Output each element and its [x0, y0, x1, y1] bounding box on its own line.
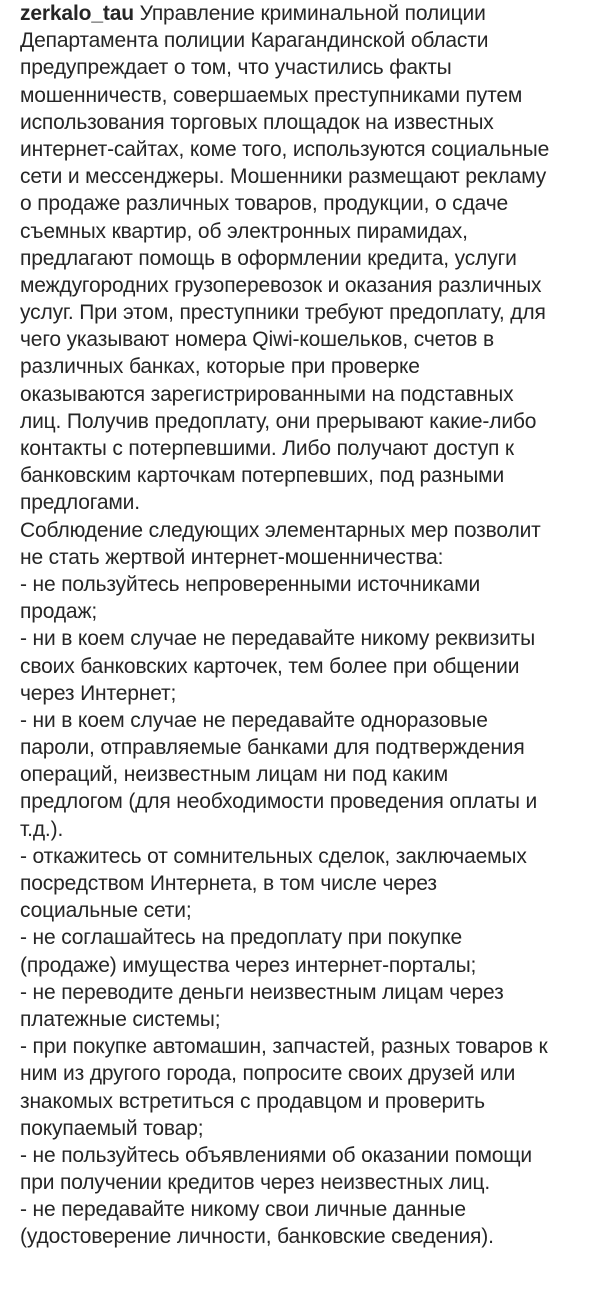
caption-line: - откажитесь от сомнительных сделок, заключаемых	[20, 844, 527, 868]
caption-line: (продаже) имущества через интернет-порталы;	[20, 953, 477, 977]
caption-line: - ни в коем случае не передавайте никому реквизиты	[20, 627, 536, 651]
caption-line: банковским карточкам потерпевших, под разными	[20, 464, 505, 488]
caption-line: различных банках, которые при проверке	[20, 355, 420, 379]
username-link[interactable]: zerkalo_tau	[20, 2, 134, 25]
caption-line: мошенничеств, совершаемых преступниками путем	[20, 83, 523, 107]
caption-line: предлогами.	[20, 491, 140, 515]
caption-line: операций, неизвестным лицам ни под каким	[20, 763, 449, 787]
caption-line: Соблюдение следующих элементарных мер позволит	[20, 518, 541, 542]
caption-line: - не соглашайтесь на предоплату при покупке	[20, 926, 463, 950]
caption-line: социальные сети;	[20, 899, 192, 923]
caption-line: - не переводите деньги неизвестным лицам через	[20, 980, 504, 1004]
caption-line: предупреждает о том, что участились факты	[20, 56, 452, 80]
caption-line: продаж;	[20, 600, 98, 624]
caption-line: покупаемый товар;	[20, 1116, 204, 1140]
caption-line: услуг. При этом, преступники требуют предоплату, для	[20, 301, 546, 325]
caption-line: междугородних грузоперевозок и оказания различных	[20, 273, 542, 297]
caption-line: при получении кредитов через неизвестных лиц.	[20, 1171, 491, 1195]
caption-line: через Интернет;	[20, 681, 177, 705]
caption-line: предлогом (для необходимости проведения оплаты и	[20, 790, 538, 814]
caption-line: - не пользуйтесь объявлениями об оказании помощи	[20, 1143, 532, 1167]
caption-line: - ни в коем случае не передавайте одноразовые	[20, 708, 488, 732]
caption-line: (удостоверение личности, банковские сведения).	[20, 1225, 494, 1249]
caption-line: сети и мессенджеры. Мошенники размещают рекламу	[20, 165, 547, 189]
caption-line: - не пользуйтесь непроверенными источниками	[20, 572, 481, 596]
caption-line: знакомых встретиться с продавцом и проверить	[20, 1089, 485, 1113]
caption-line: съемных квартир, об электронных пирамидах,	[20, 219, 468, 243]
caption-line: т.д.).	[20, 817, 64, 841]
caption-line: использования торговых площадок на известных	[20, 110, 494, 134]
caption-line: ним из другого города, попросите своих друзей или	[20, 1062, 516, 1086]
caption-text: Управление криминальной полиции	[139, 2, 486, 25]
caption-line: пароли, отправляемые банками для подтверждения	[20, 736, 525, 760]
caption-line: интернет-сайтах, коме того, используются социальные	[20, 137, 550, 161]
post-caption	[20, 0, 586, 1251]
caption-line: посредством Интернета, в том числе через	[20, 872, 437, 895]
caption-line: Департамента полиции Карагандинской области	[20, 29, 489, 53]
caption-line: лиц. Получив предоплату, они прерывают какие-либо	[20, 409, 537, 433]
caption-line: не стать жертвой интернет-мошенничества:	[20, 545, 444, 569]
caption-line	[20, 0, 586, 27]
caption-line: оказываются зарегистрированными на подставных	[20, 382, 514, 406]
caption-line: контакты с потерпевшими. Либо получают доступ к	[20, 437, 514, 460]
caption-line: платежные системы;	[20, 1007, 221, 1031]
caption-line: чего указывают номера Qiwi-кошельков, счетов в	[20, 328, 494, 352]
caption-line: предлагают помощь в оформлении кредита, услуги	[20, 246, 517, 270]
caption-line: - не передавайте никому свои личные данные	[20, 1198, 466, 1222]
caption-line: своих банковских карточек, тем более при общении	[20, 654, 520, 678]
caption-line: о продаже различных товаров, продукции, о сдаче	[20, 192, 509, 216]
caption-line: - при покупке автомашин, запчастей, разных товаров к	[20, 1035, 548, 1059]
